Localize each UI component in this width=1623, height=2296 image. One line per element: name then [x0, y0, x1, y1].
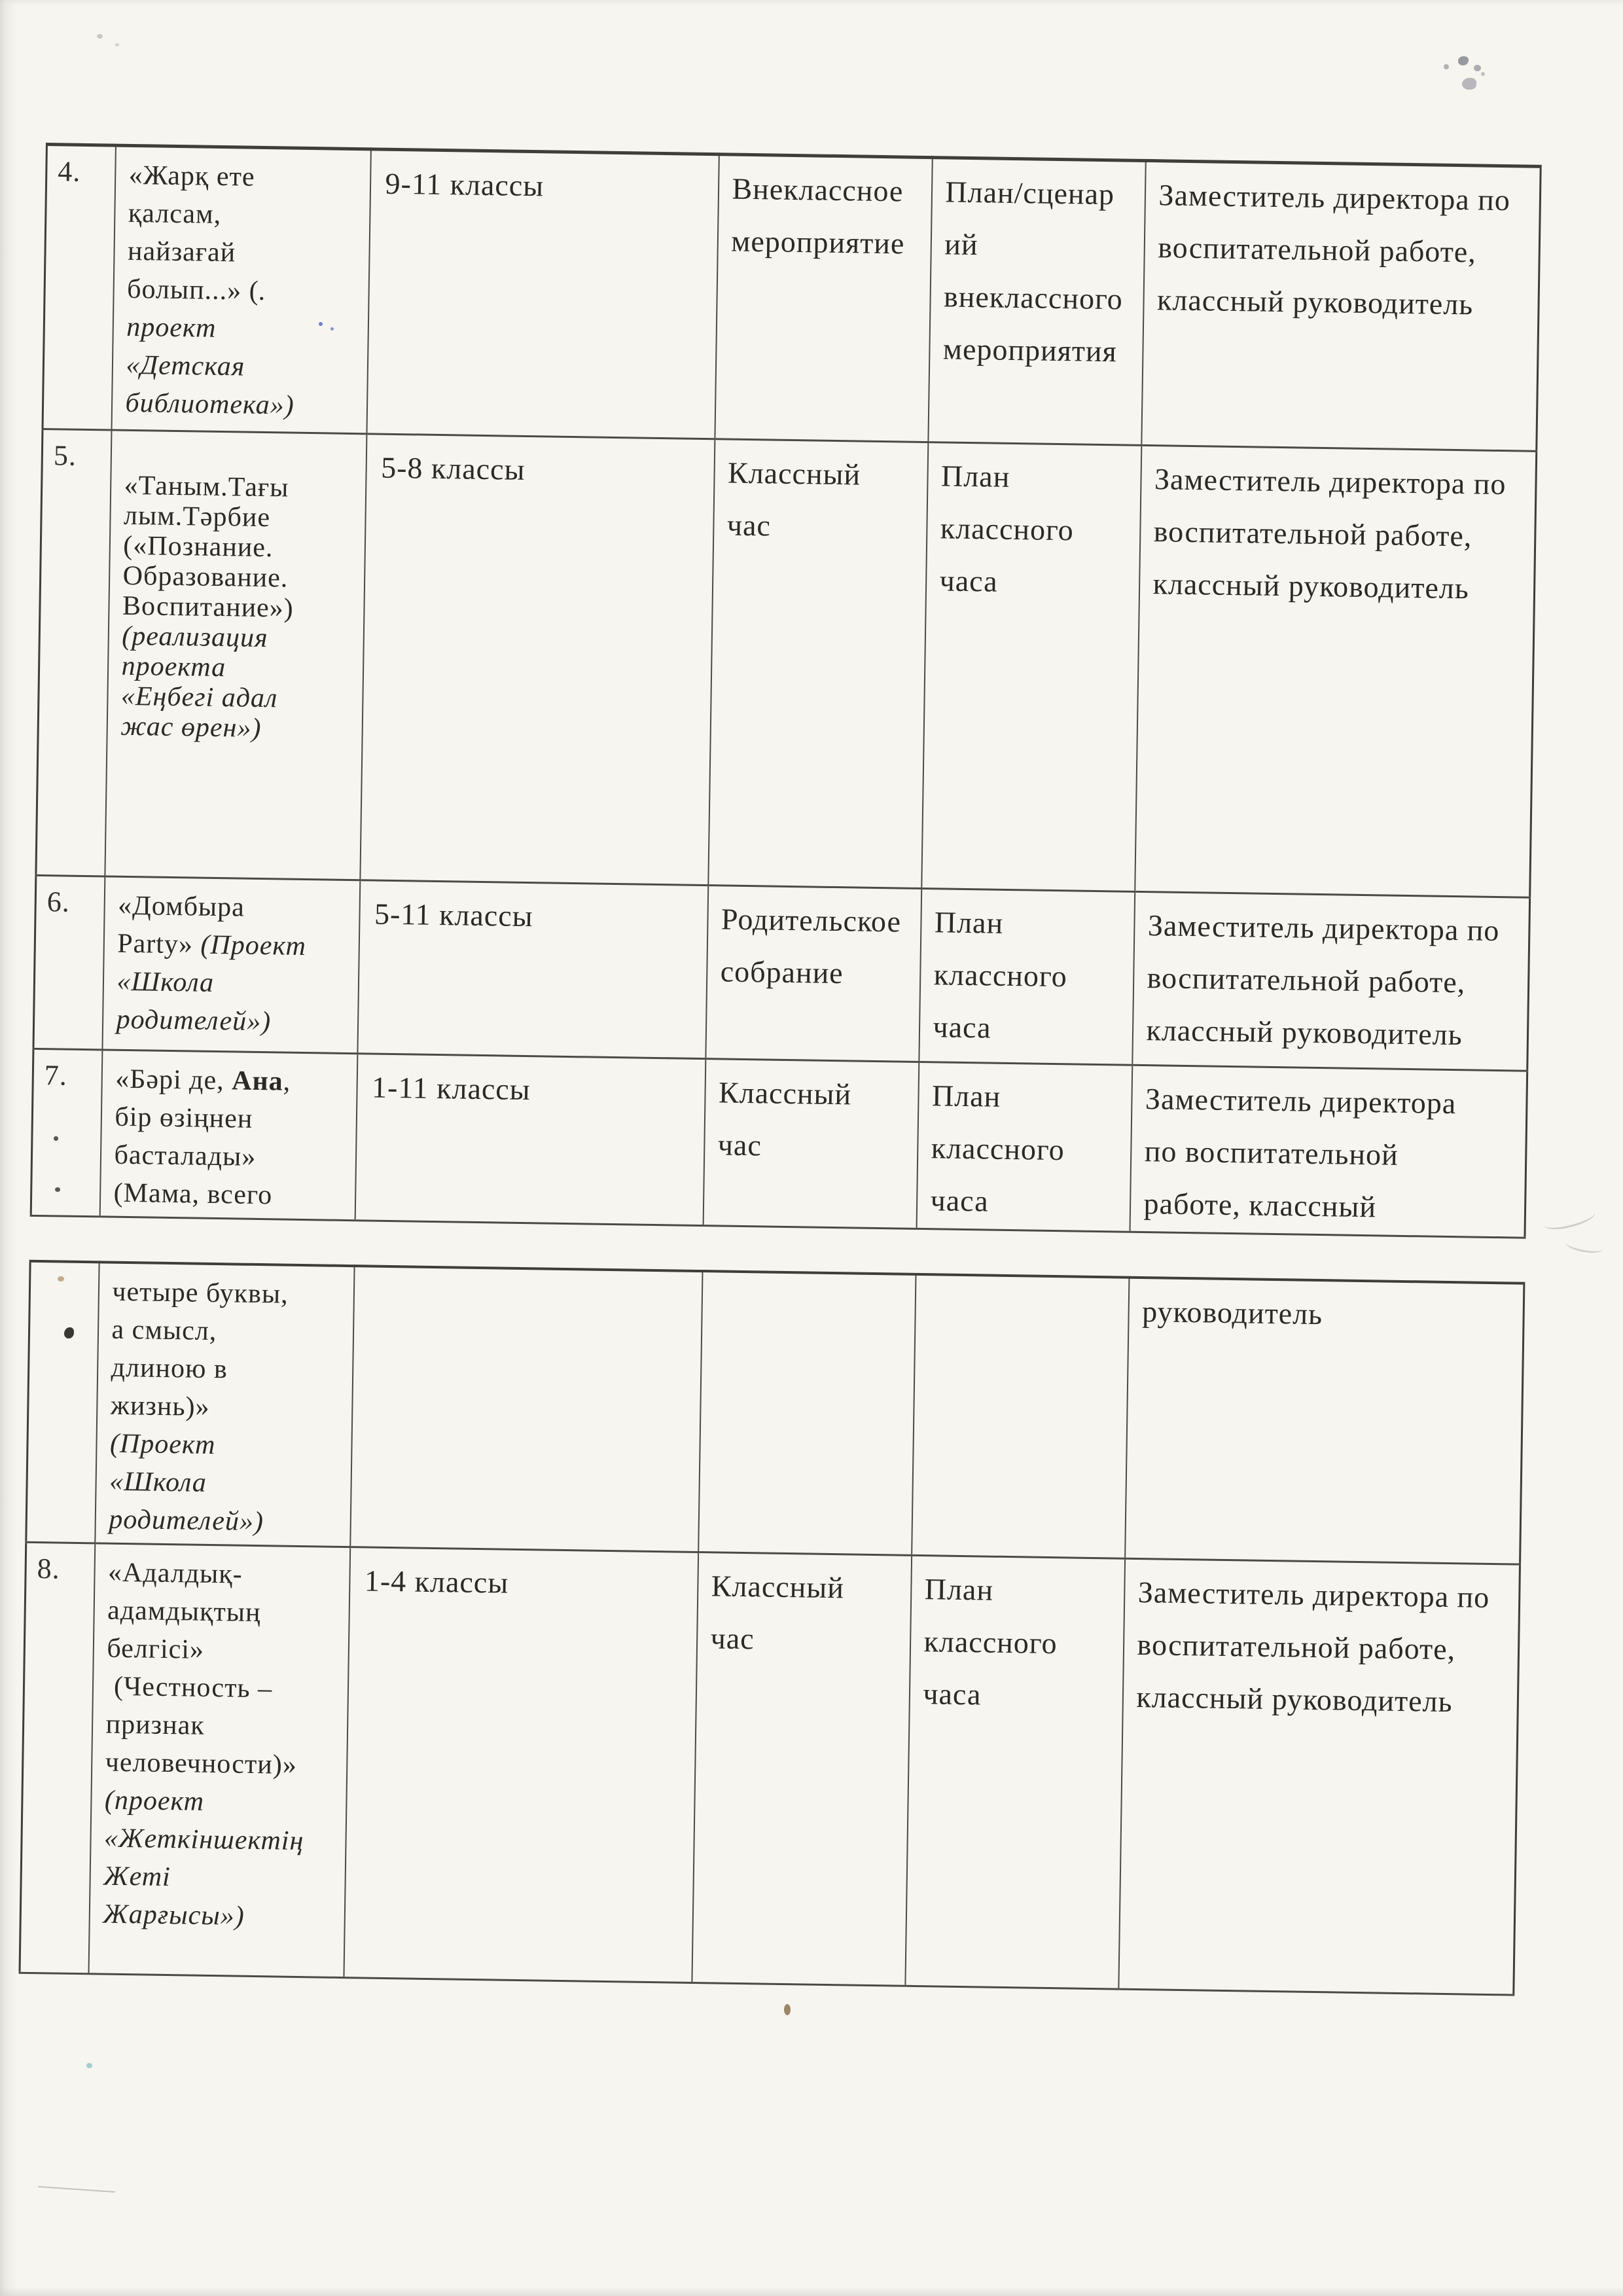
text-segment: руководитель: [1141, 1295, 1323, 1331]
scan-speck: [86, 2063, 92, 2068]
text-segment: 9-11 классы: [385, 166, 544, 203]
text-segment: Воспитание»): [122, 590, 294, 624]
pencil-mark: [1542, 1205, 1597, 1234]
text-segment: часа: [933, 1010, 991, 1045]
text-line: [103, 1895, 338, 1936]
cell-responsible: [1135, 445, 1537, 897]
scan-speck: [319, 322, 323, 326]
text-segment: «Школа: [116, 966, 215, 998]
text-line: [372, 1062, 698, 1119]
cell-form: [692, 1552, 912, 1986]
text-line: [1136, 1670, 1511, 1728]
text-segment: родителей»): [108, 1504, 264, 1537]
text-line: [128, 232, 363, 274]
text-segment: Ана: [231, 1066, 284, 1097]
cell-document: [905, 1555, 1125, 1989]
table-row: [33, 875, 1530, 1071]
cell-title: [111, 145, 370, 434]
cell-form: [708, 439, 928, 889]
text-line: [106, 1667, 341, 1708]
text-segment: классный руководитель: [1156, 283, 1474, 321]
text-segment: час: [710, 1621, 755, 1655]
text-line: [923, 1668, 1116, 1723]
text-segment: по воспитательной: [1144, 1134, 1399, 1172]
text-line: [122, 621, 357, 655]
text-segment: воспитательной работе,: [1137, 1627, 1456, 1666]
cell-responsible: [1132, 891, 1530, 1071]
text-segment: «Адалдық-: [107, 1557, 243, 1590]
cell-form: [703, 1059, 919, 1229]
text-line: [120, 711, 355, 745]
text-segment: ий: [944, 227, 978, 262]
cell-num: [36, 429, 111, 876]
cell-num: [26, 1261, 99, 1543]
text-segment: Родительское: [721, 902, 902, 939]
text-line: [934, 896, 1127, 951]
text-segment: План/сценар: [945, 175, 1115, 211]
schedule-table-main: [30, 143, 1542, 1239]
cell-responsible: [1118, 1558, 1520, 1995]
text-line: [710, 1612, 903, 1667]
text-line: [945, 166, 1138, 221]
text-line: [726, 499, 919, 554]
text-line: [109, 1501, 344, 1542]
cell-document: [921, 442, 1141, 892]
scan-speck: [55, 1187, 60, 1192]
text-segment: Классный: [727, 456, 861, 492]
text-line: [108, 1553, 343, 1594]
text-line: [718, 1066, 911, 1121]
text-line: [931, 1069, 1124, 1124]
cell-num: [20, 1542, 95, 1973]
text-line: [111, 1311, 346, 1352]
text-segment: План: [931, 1079, 1001, 1113]
text-line: [124, 471, 359, 504]
text-line: [117, 925, 352, 966]
row-number: 6.: [46, 886, 71, 918]
table-row: [20, 1542, 1520, 1995]
text-segment: «Детская: [126, 350, 245, 382]
text-line: [1142, 1285, 1517, 1343]
text-line: [728, 447, 921, 502]
row-number: 8.: [37, 1552, 61, 1585]
text-segment: Образование.: [122, 560, 289, 594]
text-segment: Заместитель директора по: [1154, 462, 1507, 501]
text-line: [1146, 1004, 1521, 1062]
text-segment: План: [924, 1571, 994, 1607]
cell-form: [715, 154, 932, 442]
cell-title: [95, 1262, 354, 1547]
text-line: [1153, 505, 1528, 563]
scan-edge-left: [0, 0, 17, 2296]
text-line: [105, 1781, 340, 1822]
table-row: [31, 1049, 1527, 1238]
cell-responsible: [1130, 1065, 1527, 1238]
text-segment: «Таным.Тағы: [124, 470, 289, 503]
text-line: [103, 1857, 338, 1898]
text-line: [104, 1819, 339, 1860]
text-line: [923, 1615, 1116, 1670]
scan-edge-top: [0, 0, 1623, 5]
scan-speck: [784, 2004, 791, 2015]
text-segment: «Жарқ ете: [128, 160, 255, 192]
scan-speck: [115, 43, 119, 46]
text-line: [124, 440, 359, 474]
text-line: [125, 384, 360, 425]
text-line: [128, 156, 363, 198]
cell-num: [33, 875, 105, 1050]
text-segment: классного: [923, 1624, 1058, 1660]
text-segment: часа: [923, 1676, 982, 1711]
text-segment: Заместитель директора: [1145, 1082, 1457, 1121]
scan-speck: [1474, 65, 1481, 71]
cell-classes: [357, 880, 708, 1059]
text-segment: мероприятие: [731, 224, 905, 260]
text-segment: Жарғысы»): [103, 1899, 245, 1931]
text-segment: жас өрен»): [120, 711, 262, 744]
text-line: [931, 1122, 1124, 1177]
pencil-mark: [1565, 1236, 1604, 1255]
text-line: [116, 963, 351, 1004]
text-line: [1145, 1073, 1520, 1130]
text-segment: Классный: [718, 1075, 852, 1111]
text-line: [1152, 558, 1527, 615]
text-segment: «Домбыра: [117, 890, 245, 923]
text-segment: внеклассного: [943, 279, 1124, 316]
cell-classes: [355, 1054, 705, 1226]
text-line: [113, 1174, 348, 1215]
text-line: [107, 1629, 342, 1670]
text-line: [105, 1705, 340, 1746]
text-segment: классный руководитель: [1146, 1013, 1463, 1052]
cell-classes: [366, 149, 719, 439]
text-line: [121, 681, 356, 715]
text-line: [123, 531, 358, 564]
cell-document: [912, 1274, 1129, 1558]
text-segment: бір өзіңнен: [115, 1102, 253, 1134]
cell-classes: [344, 1547, 698, 1982]
text-segment: («Познание.: [123, 530, 274, 564]
text-segment: ,: [283, 1066, 291, 1097]
text-line: [933, 1001, 1126, 1056]
text-segment: «Школа: [109, 1466, 207, 1498]
text-segment: классного: [933, 958, 1068, 994]
table-row: [26, 1261, 1524, 1564]
scan-edge-bottom: [0, 2287, 1623, 2296]
text-line: [1154, 453, 1529, 511]
text-segment: Жеті: [103, 1861, 171, 1892]
text-line: [939, 554, 1132, 609]
text-line: [1157, 274, 1532, 331]
text-line: [1158, 169, 1533, 226]
table-row: [43, 145, 1541, 452]
text-segment: библиотека»): [125, 387, 295, 421]
text-segment: классный руководитель: [1136, 1679, 1453, 1718]
cell-document: [919, 888, 1135, 1065]
text-segment: собрание: [720, 954, 844, 990]
text-segment: қалсам,: [128, 198, 222, 230]
cell-classes: [350, 1266, 702, 1552]
text-segment: воспитательной работе,: [1147, 961, 1466, 999]
text-line: [112, 1273, 347, 1314]
text-line: [1158, 221, 1533, 279]
text-segment: План: [940, 459, 1010, 493]
text-line: [940, 502, 1133, 557]
text-line: [720, 945, 913, 1000]
text-line: [942, 323, 1135, 378]
text-line: [122, 561, 357, 594]
text-line: [111, 1349, 346, 1390]
text-line: [941, 450, 1134, 505]
scan-speck: [97, 34, 103, 39]
schedule-table-continuation: [18, 1260, 1525, 1996]
text-line: [924, 1563, 1117, 1618]
text-segment: час: [726, 508, 772, 543]
cell-title: [102, 876, 360, 1054]
text-segment: человечности)»: [105, 1747, 298, 1780]
text-line: [933, 948, 1126, 1003]
scan-speck: [1462, 78, 1476, 90]
text-line: [126, 346, 361, 387]
cell-responsible: [1125, 1278, 1524, 1564]
text-segment: воспитательной работе,: [1153, 514, 1472, 553]
text-segment: жизнь)»: [110, 1390, 210, 1422]
scan-speck: [54, 1136, 58, 1141]
text-line: [115, 1098, 349, 1139]
text-segment: классного: [931, 1131, 1065, 1167]
text-line: [944, 218, 1137, 273]
text-segment: белгісі»: [107, 1633, 205, 1665]
cell-num: [31, 1049, 102, 1217]
row-number: 7.: [44, 1059, 68, 1092]
schedule-tables: [18, 143, 1539, 1996]
scan-speck: [1481, 72, 1485, 76]
text-segment: Внеклассное: [732, 171, 904, 208]
text-segment: классный руководитель: [1152, 567, 1470, 605]
text-segment: басталады»: [114, 1139, 257, 1172]
text-line: [1143, 1177, 1518, 1235]
cell-title: [88, 1543, 350, 1977]
text-line: [732, 163, 925, 218]
cell-num: [43, 145, 115, 431]
text-line: [128, 194, 363, 236]
row-number: 5.: [53, 439, 77, 472]
text-segment: .: [259, 276, 267, 307]
text-segment: длиною в: [111, 1352, 228, 1385]
text-line: [114, 1136, 349, 1177]
text-line: [721, 893, 914, 948]
text-line: [109, 1463, 344, 1504]
text-segment: (реализация: [121, 620, 268, 654]
text-segment: родителей»): [116, 1004, 272, 1037]
text-segment: (проект: [104, 1785, 205, 1817]
text-segment: 5-11 классы: [374, 897, 534, 933]
text-line: [731, 215, 924, 270]
text-line: [122, 591, 357, 624]
text-segment: «Жеткіншектің: [103, 1823, 304, 1856]
text-segment: признак: [105, 1709, 205, 1741]
scan-speck: [58, 1276, 64, 1282]
text-line: [126, 308, 361, 350]
text-line: [110, 1387, 345, 1428]
text-segment: адамдықтың: [107, 1595, 261, 1628]
text-line: [381, 442, 707, 499]
scan-speck: [330, 327, 334, 331]
cell-title: [99, 1050, 357, 1221]
cell-responsible: [1141, 160, 1541, 451]
table-rotation-wrapper: [18, 143, 1539, 1996]
text-line: [930, 1174, 1123, 1229]
text-segment: «Еңбегі адал: [120, 681, 278, 714]
text-segment: болып...» (: [126, 274, 259, 306]
text-segment: работе, классный: [1143, 1187, 1377, 1224]
text-line: [1147, 899, 1522, 957]
text-line: [121, 651, 356, 685]
text-line: [717, 1119, 910, 1174]
cell-form: [698, 1271, 916, 1555]
text-segment: (Честность –: [106, 1671, 273, 1704]
text-line: [1144, 1125, 1519, 1183]
scan-speck: [1444, 64, 1449, 69]
text-segment: 5-8 классы: [380, 450, 526, 486]
text-segment: лым.Тәрбие: [123, 500, 271, 533]
text-line: [115, 1060, 350, 1102]
text-segment: Заместитель директора по: [1158, 178, 1511, 217]
text-line: [124, 501, 359, 534]
cell-classes: [360, 434, 715, 886]
cell-form: [705, 886, 921, 1062]
row-number: 4.: [57, 155, 81, 188]
cell-document: [916, 1062, 1132, 1232]
text-line: [107, 1591, 342, 1632]
text-segment: (Проект: [109, 1428, 216, 1461]
cell-document: [928, 158, 1145, 446]
scan-scratch: [38, 2186, 115, 2193]
text-segment: классного: [940, 511, 1075, 547]
text-line: [116, 1001, 351, 1042]
text-line: [944, 270, 1137, 325]
cell-title: [105, 430, 366, 880]
text-segment: проект: [126, 312, 217, 344]
text-segment: 1-11 классы: [371, 1070, 531, 1107]
text-segment: найзағай: [127, 236, 236, 268]
text-line: [711, 1560, 904, 1615]
text-line: [105, 1743, 340, 1784]
text-segment: а смысл,: [111, 1314, 217, 1347]
text-segment: (Проект: [200, 929, 307, 962]
text-segment: «Бәрі де,: [115, 1064, 232, 1096]
scan-speck: [1458, 56, 1469, 65]
text-line: [110, 1425, 345, 1466]
text-segment: План: [934, 905, 1004, 940]
text-segment: Заместитель директора по: [1137, 1575, 1490, 1614]
text-segment: Классный: [711, 1568, 845, 1604]
text-segment: Party»: [117, 928, 201, 960]
text-line: [1147, 952, 1522, 1009]
text-segment: воспитательной работе,: [1157, 230, 1477, 269]
text-segment: часа: [939, 564, 999, 598]
text-line: [127, 270, 362, 312]
text-line: [374, 888, 700, 945]
text-segment: час: [717, 1128, 762, 1162]
text-segment: 1-4 классы: [364, 1563, 509, 1600]
text-segment: Заместитель директора по: [1147, 908, 1500, 948]
text-line: [364, 1554, 690, 1611]
text-line: [1137, 1618, 1512, 1676]
text-line: [385, 158, 711, 215]
text-segment: (Мама, всего: [113, 1177, 273, 1211]
text-segment: четыре буквы,: [112, 1276, 289, 1310]
text-segment: мероприятия: [942, 332, 1118, 368]
text-segment: часа: [930, 1183, 990, 1218]
table-row: [36, 429, 1537, 897]
text-line: [118, 887, 353, 928]
text-segment: проекта: [121, 651, 226, 683]
text-line: [1137, 1566, 1512, 1624]
